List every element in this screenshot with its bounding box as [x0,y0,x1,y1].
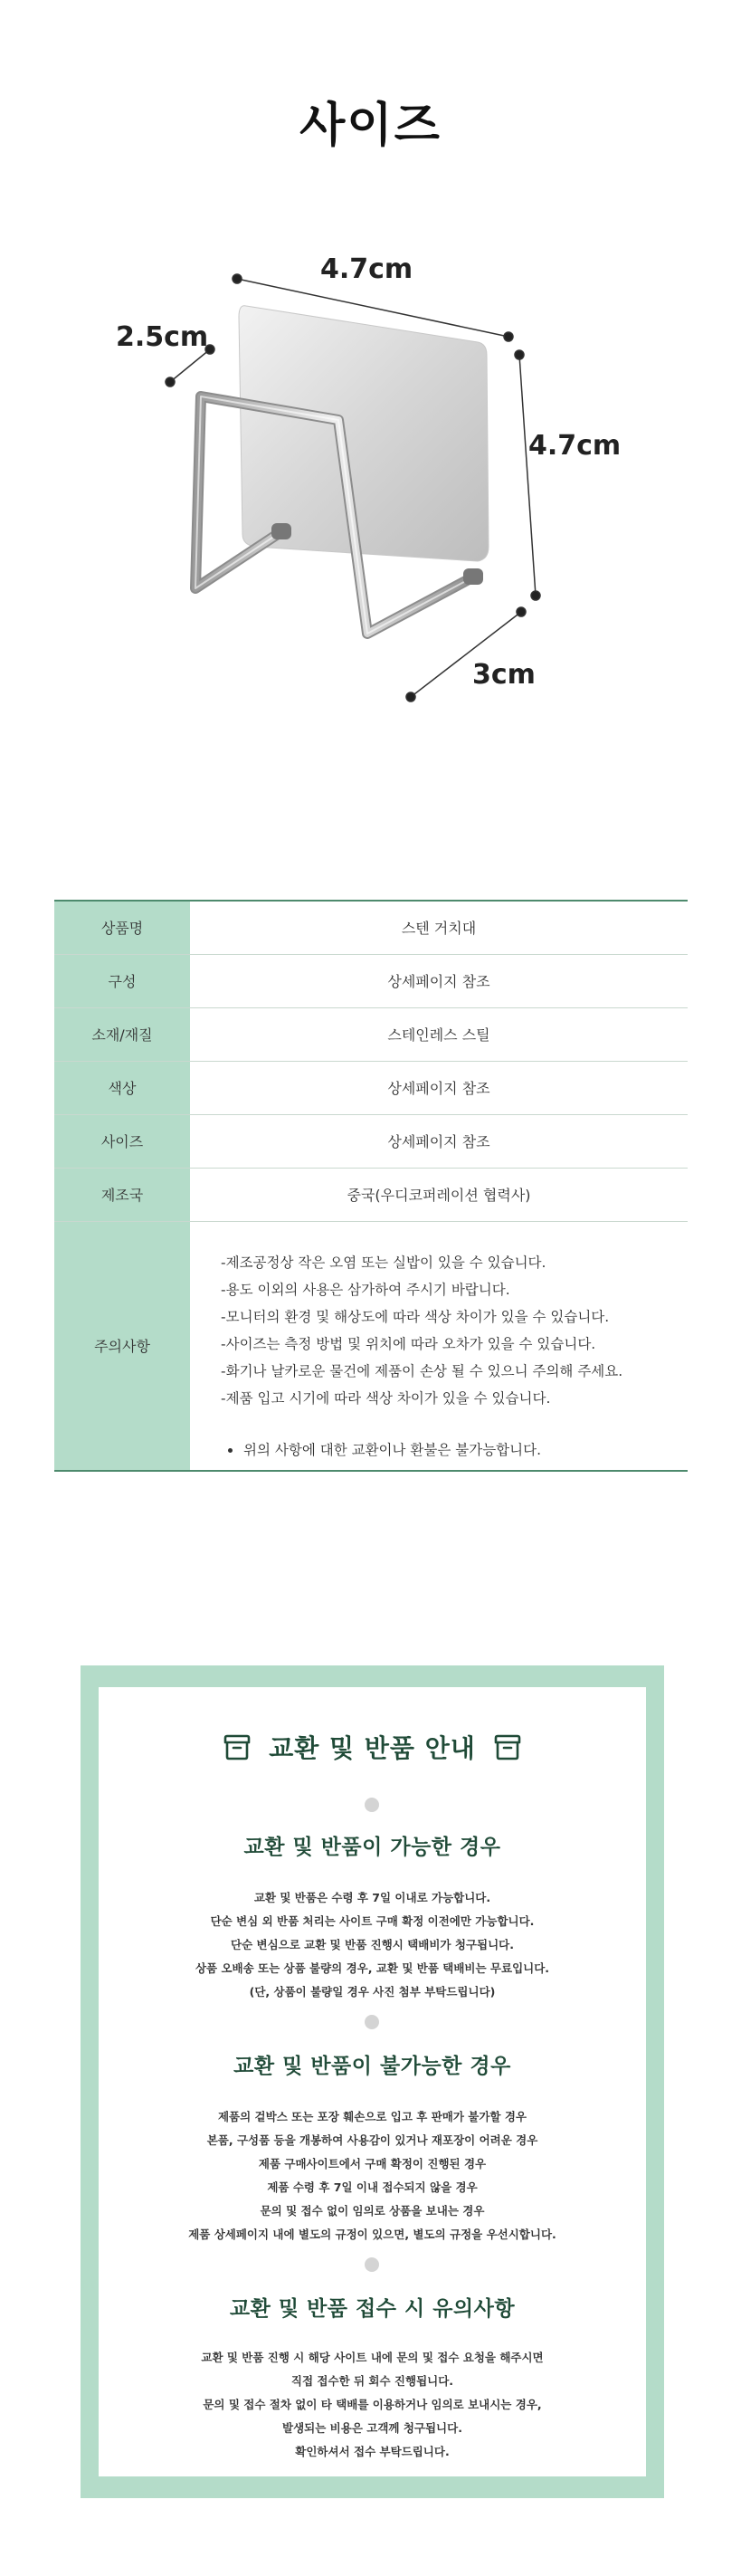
exchange-card [99,1687,646,2476]
left-peg [271,523,291,539]
exchange-title: 교환 및 반품 안내 [269,1733,476,1763]
size-title: 사이즈 [299,99,442,153]
dim-depth-label: 2.5cm [116,321,209,353]
dim-line-height [519,355,536,596]
note-line: -모니터의 환경 및 해상도에 따라 색상 차이가 있을 수 있습니다. [221,1308,610,1325]
section-heading: 교환 및 반품 접수 시 유의사항 [229,2297,516,2321]
dim-width-label: 4.7cm [320,253,413,285]
spec-value: 상세페이지 참조 [190,954,688,1007]
section-line: 문의 및 접수 절차 없이 타 택배를 이용하거나 임의로 보내시는 경우, [203,2398,542,2411]
box-icon [223,1732,252,1761]
spec-row [54,954,688,1007]
bullet-dot-icon [228,1448,233,1453]
notes-label: 주의사항 [54,1221,190,1471]
spec-row [54,1007,688,1061]
section-line: 직접 접수한 뒤 회수 진행됩니다. [290,2374,454,2388]
section-body [99,2105,646,2247]
right-peg [463,568,483,585]
exchange-panel [81,1665,664,2498]
box-icon [493,1732,522,1761]
spec-value: 스테인레스 스틸 [190,1007,688,1061]
section-line: 상품 오배송 또는 상품 불량의 경우, 교환 및 반품 택배비는 무료입니다. [195,1961,550,1975]
spec-value: 중국(우디코퍼레이션 협력사) [190,1168,688,1221]
section-line: 발생되는 비용은 고객께 청구됩니다. [282,2421,462,2435]
note-line: -제품 입고 시기에 따라 색상 차이가 있을 수 있습니다. [221,1389,551,1407]
section-heading: 교환 및 반품이 불가능한 경우 [233,2055,511,2078]
section-line: 문의 및 접수 없이 임의로 상품을 보내는 경우 [260,2204,485,2218]
product-image [0,244,741,751]
spec-label: 소재/재질 [54,1007,190,1061]
spec-value: 상세페이지 참조 [190,1114,688,1168]
note-line: -용도 이외의 사용은 삼가하여 주시기 바랍니다. [221,1281,510,1298]
section-body [99,1886,646,2004]
spec-label: 제조국 [54,1168,190,1221]
spec-label: 사이즈 [54,1114,190,1168]
section-body [99,2346,646,2464]
separator-dot [365,1798,379,1812]
section-line: 교환 및 반품 진행 시 해당 사이트 내에 문의 및 접수 요청을 해주시면 [201,2351,544,2364]
spec-value: 상세페이지 참조 [190,1061,688,1114]
section-line: 제품 구매사이트에서 구매 확정이 진행된 경우 [258,2157,487,2171]
section-line: 본품, 구성품 등을 개봉하여 사용감이 있거나 재포장이 어려운 경우 [206,2133,538,2147]
section-line: (단, 상품이 불량일 경우 사진 첨부 부탁드립니다) [249,1985,496,1999]
dim-line-depth [170,349,210,382]
spec-notes-row [54,1221,688,1471]
section-line: 단순 변심으로 교환 및 반품 진행시 택배비가 청구됩니다. [231,1938,514,1951]
section-line: 교환 및 반품은 수령 후 7일 이내로 가능합니다. [253,1891,491,1904]
spec-value: 스텐 거치대 [401,920,477,938]
dim-base-label: 3cm [472,659,536,691]
note-line: -사이즈는 측정 방법 및 위치에 따라 오차가 있을 수 있습니다. [221,1335,596,1352]
note-line: -제조공정상 작은 오염 또는 실밥이 있을 수 있습니다. [221,1254,546,1271]
section-line: 제품 상세페이지 내에 별도의 규정이 있으면, 별도의 규정을 우선시합니다. [188,2228,556,2241]
spec-row [54,1114,688,1168]
exchange-header [99,1729,646,1765]
dim-height-label: 4.7cm [528,430,622,462]
section-line: 단순 변심 외 반품 처리는 사이트 구매 확정 이전에만 가능합니다. [210,1914,535,1928]
back-plate [239,306,489,561]
notes-cell [190,1221,688,1471]
spec-table [54,900,688,1472]
separator-dot [365,2015,379,2029]
separator-dot [365,2257,379,2272]
section-line: 제품 수령 후 7일 이내 접수되지 않을 경우 [267,2180,478,2194]
spec-row [54,1061,688,1114]
spec-label: 상품명 [54,901,190,954]
note-line: -화기나 날카로운 물건에 제품이 손상 될 수 있으니 주의해 주세요. [221,1362,623,1379]
spec-row [54,901,688,954]
spec-label: 구성 [54,954,190,1007]
section-heading: 교환 및 반품이 가능한 경우 [243,1836,501,1859]
spec-label: 색상 [54,1061,190,1114]
section-line: 제품의 겉박스 또는 포장 훼손으로 입고 후 판매가 불가할 경우 [217,2110,527,2123]
spec-row [54,1168,688,1221]
notes-bullet-text: 위의 사항에 대한 교환이나 환불은 불가능합니다. [243,1441,542,1458]
notes-bullet [228,1439,688,1459]
section-line: 확인하셔서 접수 부탁드립니다. [295,2445,450,2458]
